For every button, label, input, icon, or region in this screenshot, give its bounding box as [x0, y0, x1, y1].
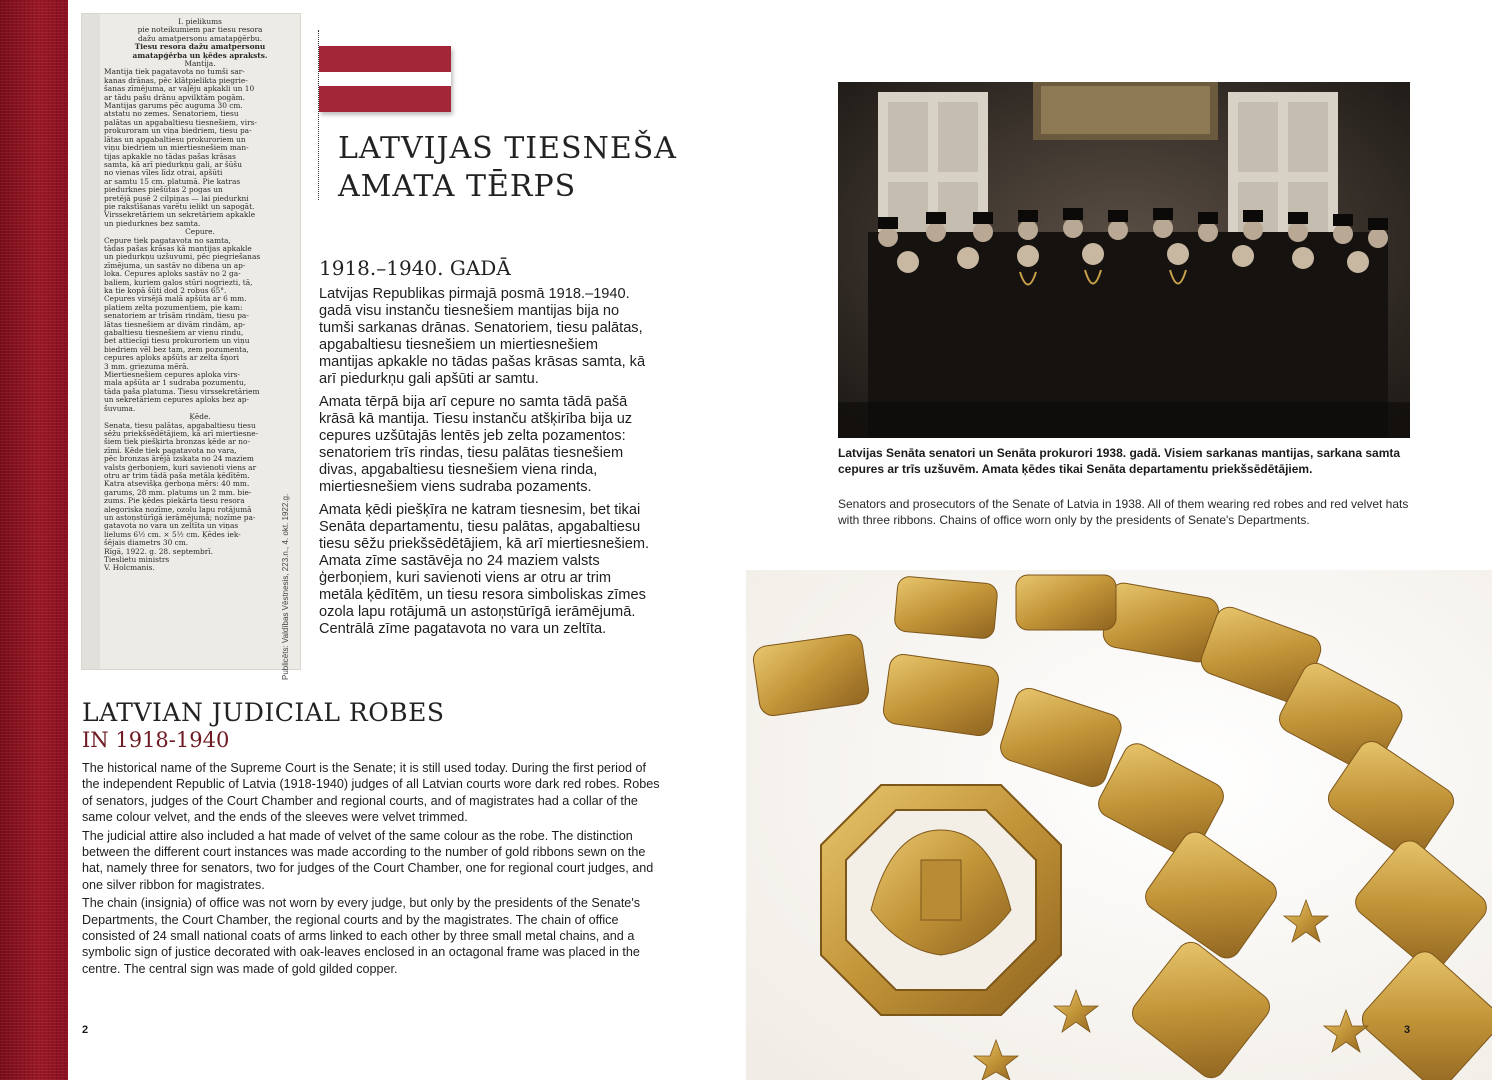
body-lv-paragraph: Latvijas Republikas pirmajā posmā 1918.–1940. gadā visu instanču tiesnešiem mantijas bija no tumši sarkanas drānas. Senatoriem, tiesu palātas, apgabaltiesu tiesnešiem un miertiesnešiem mantijas apkakle no tādas pašas krāsas samta, kā arī piedurkņu gali apšūti ar samtu.: [319, 286, 646, 387]
clipping-line: ar tādu pašu drānu apvilktām pogām.: [104, 92, 246, 102]
clipping-line: palātas un apgabaltiesu tiesnešiem, virs-: [104, 117, 257, 127]
subtitle-english: IN 1918-1940: [82, 728, 230, 752]
clipping-line: lātas un apgabaltiesu prokuroriem un: [104, 134, 246, 144]
clipping-line: baliem, kuriem galos stūri nogriezti, tā,: [104, 277, 253, 287]
clipping-line: platiem zelta pozumentiem, pie kam:: [104, 302, 243, 312]
clipping-line: kanas drānas, pēc klātpielikta piegrie-: [104, 75, 248, 85]
clipping-line: zīmējuma, un sastāv no dibena un ap-: [104, 260, 246, 270]
clipping-line: Cepures virsējā malā apšūta ar 6 mm.: [104, 294, 247, 304]
clipping-line: un astoņstūrīgā ierāmējumā; nozīme pa-: [104, 512, 256, 522]
clipping-line: Rīgā, 1922. g. 28. septembrī.: [104, 546, 214, 556]
body-lv-paragraph: Amata ķēdi piešķīra ne katram tiesnesim, bet tikai Senāta departamentu, tiesu palātas, apgabaltiesu tiesu sēžu priekšsēdētājiem, kā arī miertiesnešiem. Amata zīme sastāvēja no 24 maziem valsts ģerboņiem, kuri savienoti viens ar otru ar trim metāla ķēdītēm, un tiesu resora simboliskas zīmes ozola lapu rotājumā un astoņstūrīgā ierāmējumā. Centrālā zīme pagatavota no vara un zeltīta.: [319, 502, 650, 637]
clipping-line: zums. Pie ķēdes piekārta tiesu resora: [104, 496, 245, 506]
clipping-line: ka tie kopā šūti dod 2 robus 65°.: [104, 286, 227, 295]
clipping-line: amatapģērba un ķēdes apraksts.: [132, 50, 268, 60]
clipping-line: tijas apkakle no tādas pašas krāsas: [104, 151, 236, 161]
chain-of-office-illustration: [746, 570, 1492, 1080]
clipping-line: gabaltiesu tiesnešiem ar vienu rindu,: [104, 328, 244, 338]
clipping-line: Mantija tiek pagatavota no tumši sar-: [104, 67, 245, 77]
clipping-line: un piedurkņu uzšuvumi, pēc piegriešanas: [104, 252, 261, 262]
clipping-line: tāda paša platuma. Tiesu virssekretāriem: [104, 386, 260, 396]
body-en-paragraph: The judicial attire also included a hat made of velvet of the same colour as the robe. The distinction between the different court instances was made according to the number of gold ribbons sewn on the hat, namely three for senators, two for judges of the Court Chamber, one for regional court judges, and one silver ribbon for magistrates.: [82, 828, 654, 892]
clipping-line: zīmi. Ķēde tiek pagatavota no vara,: [104, 445, 237, 455]
clipping-line: pie noteikumiem par tiesu resora: [137, 25, 263, 35]
clipping-line: šuvuma.: [104, 403, 136, 413]
clipping-line: Mantijas garums pēc auguma 30 cm.: [104, 101, 243, 111]
clipping-line: otru ar trim tādā paša metāla ķēdītēm.: [104, 470, 250, 480]
clipping-line: Senata, tiesu palātas, apgabaltiesu tiesu: [104, 420, 256, 430]
clipping-line: I. pielikums: [178, 17, 222, 26]
clipping-line: biedriem vēl bez tam, zem pozumenta,: [104, 344, 249, 354]
clipping-line: pēc bronzas ārējā izskata no 24 maziem: [104, 454, 254, 464]
title-latvian: LATVIJAS TIESNEŠA AMATA TĒRPS: [338, 131, 677, 204]
clipping-margin: [82, 14, 100, 669]
clipping-line: un piedurknes bez samta.: [104, 218, 201, 228]
right-page: [746, 0, 1492, 1080]
clipping-line: Miertiesnešiem cepures aploka virs-: [104, 370, 240, 380]
clipping-line: gatavota no vara un zeltīta un viņas: [104, 521, 239, 531]
clipping-line: Mantija.: [184, 59, 216, 69]
clipping-line: šējais diametrs 30 cm.: [104, 538, 189, 548]
clipping-line: dažu amatpersonu amatapģērbu.: [137, 33, 263, 43]
clipping-line: bet attiecīgi tiesu prokuroriem un viņu: [104, 336, 250, 346]
body-en-paragraph: The historical name of the Supreme Court is the Senate; it is still used today. During the first period of the independent Republic of Latvia (1918-1940) judges of all Latvian courts wore dark red robes. Robes of senators, judges of the Court Chamber and regional courts, and of magistrates had a collar of the same colour velvet, and the ends of the sleeves were velvet trimmed.: [82, 761, 660, 825]
clipping-line: šiem tiek piešķirta bronzas ķēde ar no-: [104, 437, 251, 447]
clipping-line: Katra atsevišķa ģerboņa mērs: 40 mm.: [104, 479, 250, 489]
clipping-line: garums, 28 mm. platums un 2 mm. bie-: [104, 487, 252, 497]
clipping-line: cepures aploks apšūts ar zelta šņori: [104, 353, 239, 363]
senate-photo-illustration: [838, 82, 1410, 438]
newspaper-clipping: [82, 14, 300, 669]
clipping-line: samta, kā arī piedurkņu gali, ar šūšu: [104, 159, 242, 169]
clipping-line: pretējā pusē 2 cilpiņas — lai piedurkni: [104, 193, 249, 203]
clipping-line: 3 mm. griezuma mērā.: [104, 361, 189, 371]
clipping-line: atstatu no zemes. Senatoriem, tiesu: [104, 109, 239, 119]
clipping-line: alegoriska nozīme, ozolu lapu rotājumā: [104, 504, 252, 514]
clipping-line: sēžu priekšsēdētājiem, kā arī miertiesne-: [104, 428, 259, 438]
clipping-line: pie rakstīšanas varētu ielikt un sapogāt.: [104, 201, 255, 211]
body-en-paragraph: The chain (insignia) of office was not worn by every judge, but only by the presidents of the Senate's Departments, the Court Chamber, the regional courts and by the magistrates. The chain of office consisted of 24 small national coats of arms linked to each other by three small metal chains, and a symbolic sign of justice decorated with oak-leaves enclosed in an octagonal frame was placed in the centre. The central sign was made of gold gilded copper.: [82, 896, 641, 976]
chain-of-office-image: [746, 570, 1492, 1080]
clipping-line: lielums 6½ cm. × 5½ cm. Ķēdes iek-: [104, 529, 241, 539]
clipping-line: Tiesu resora dažu amatpersonu: [134, 42, 266, 52]
clipping-line: viņu biedriem un miertiesnešiem man-: [104, 143, 249, 153]
clipping-text: [104, 18, 296, 573]
senate-group-photo: [838, 82, 1410, 438]
clipping-line: lātas tiesnešiem ar divām rindām, ap-: [104, 319, 246, 329]
body-english: [82, 760, 660, 979]
clipping-line: senatoriem ar trīsām rindām, tiesu pa-: [104, 311, 249, 321]
clipping-line: valsts ģerboņiem, kuri savienoti viens ar: [104, 462, 257, 472]
clipping-line: Virssekretāriem un sekretāriem apkakle: [104, 210, 256, 220]
photo-caption-english: Senators and prosecutors of the Senate of Latvia in 1938. All of them wearing red robes and red velvet hats with three ribbons. Chains of office worn only by the presidents of Senate's Departments.: [838, 497, 1409, 527]
latvian-flag-icon: [319, 46, 451, 112]
clipping-line: piedurknes piešūtas 2 pogas un: [104, 185, 223, 195]
clipping-line: ar samtu 15 cm. platumā. Pie katras: [104, 176, 241, 186]
clipping-line: mala apšūta ar 1 sudraba pozumentu,: [104, 378, 247, 388]
left-page: I. pielikums pie noteikumiem par tiesu resora dažu amatpersonu amatapģērbu. Tiesu resora dažu amatpersonu amatapģērba un ķēdes apraksts. Mantija. Mantija tiek pagatavota no tumši sar- kanas drānas, pēc klātpielikta piegrie- šanas zīmējuma, ar vaļēju apkakli un 10 ar tādu pašu drānu apvilktām pogām. Mantijas garums pēc auguma 30 cm. atstatu no zemes. Senatoriem, tiesu palātas un apgabaltiesu tiesnešiem, virs- prokuroram un viņa biedriem, tiesu pa- lātas un apgabaltiesu prokuroriem un viņu biedriem un miertiesnešiem man- tijas apkakle no tādas pašas krāsas samta, kā arī piedurkņu gali, ar šūšu no vienas vīles līdz otrai, apšūti ar samtu 15 cm. platumā. Pie katras piedurknes piešūtas 2 pogas un pretējā pusē 2 cilpiņas — lai piedurkni pie rakstīšanas varētu ielikt un sapogāt. Virssekretāriem un sekretāriem apkakle un piedurknes bez samta. Cepure. Cepure tiek pagatavota no samta, tādas pašas krāsas kā mantijas apkakle un piedurkņu uzšuvumi, pēc piegriešanas zīmējuma, un sastāv no dibena un ap- loka. Cepures aploks sastāv no 2 ga- baliem, kuriem galos stūri nogriezti, tā, ka tie kopā šūti dod 2 robus 65°. Cepures virsējā malā apšūta ar 6 mm. platiem zelta pozumentiem, pie kam: senatoriem ar trīsām rindām, tiesu pa- lātas tiesnešiem ar divām rindām, ap- gabaltiesu tiesnešiem ar vienu rindu, bet attiecīgi tiesu prokuroriem un viņu biedriem vēl bez tam, zem pozumenta, cepures aploks apšūts ar zelta šņori 3 mm. griezuma mērā. Miertiesnešiem cepures aploka virs- mala apšūta ar 1 sudraba pozumentu, tāda paša platuma. Tiesu virssekretāriem un sekretāriem cepures aploks bez ap- šuvuma. Ķēde. Senata, tiesu palātas, apgabaltiesu tiesu sēžu priekšsēdētājiem, kā arī miertiesne- šiem tiek piešķirta bronzas ķēde ar no- zīmi. Ķēde tiek pagatavota no vara, pēc bronzas ārējā izskata no 24 maziem valsts ģerboņiem, kuri savienoti viens ar otru ar trim tādā paša metāla ķēdītēm. Katra atsevišķa ģerboņa mērs: 40 mm. garums, 28 mm. platums un 2 mm. bie- zums. Pie ķēdes piekārta tiesu resora alegoriska nozīme, ozolu lapu rotājumā un astoņstūrīgā ierāmējumā; nozīme pa- gatavota no vara un zeltīta un viņas lielums 6½ cm. × 5½ cm. Ķēdes iek- šējais diametrs 30 cm. Rīgā, 1922. g. 28. septembrī. Tieslietu ministrs V. Holcmanis. Publicēts: Valdības Vēstnesis, 223.n., 4. okt. 1922.g. LATVIJAS TIESNEŠA AMATA TĒRPS 1918.–1940. GADĀ Latvijas Republikas pirmajā posmā 1918.–1940. gadā visu instanču tiesnešiem mantijas bija no tumši sarkanas drānas. Senatoriem, tiesu palātas, apgabaltiesu tiesnešiem un miertiesnešiem mantijas apkakle no tādas pašas krāsas samta, kā arī piedurkņu gali apšūti ar samtu. Amata tērpā bija arī cepure no samta tādā pašā krāsā kā mantija. Tiesu instanču atšķirība bija uz cepures uzšūtajās lentēs jeb zelta pozamentos: senatoriem trīs rindas, tiesu palātas tiesnešiem divas, apgabaltiesu tiesnešiem viena rinda, miertiesnešiem viens sudraba pozaments. Amata ķēdi piešķīra ne katram tiesnesim, bet tikai Senāta departamentu, tiesu palātas, apgabaltiesu tiesu sēžu priekšsēdētājiem, kā arī miertiesnešiem. Amata zīme sastāvēja no 24 maziem valsts ģerboņiem, kuri savienoti viens ar otru ar trim metāla ķēdītēm, un tiesu resora simboliskas zīmes ozola lapu rotājumā un astoņstūrīgā ierāmējumā. Centrālā zīme pagatavota no vara un zeltīta. LATVIAN JUDICIAL ROBES IN 1918-1940 The historical name of the Supreme Court is the Senate; it is still used today. During the first period of the independent Republic of Latvia (1918-1940) judges of all Latvian courts wore dark red robes. Robes of senators, judges of the Court Chamber and regional courts, and of magistrates had a collar of the same colour velvet, and the ends of the sleeves were velvet trimmed. The judicial attire also included a hat made of velvet of the same colour as the robe. The distinction between the different court instances was made according to the number of gold ribbons sewn on the hat, namely three for senators, two for judges of the Court Chamber, one for regional court judges, and one silver ribbon for magistrates. The chain (insignia) of office was not worn by every judge, but only by the presidents of the Senate's Departments, the Court Chamber, the regional courts and by the magistrates. The chain of office consisted of 24 small national coats of arms linked to each other by three small metal chains, and a symbolic sign of justice decorated with oak-leaves enclosed in an octagonal frame was placed in the centre. The central sign was made of gold gilded copper. 2: [68, 0, 746, 1080]
book-spine: [0, 0, 68, 1080]
clipping-line: Ķēde.: [189, 412, 211, 422]
clipping-line: Tieslietu ministrs: [104, 555, 170, 564]
clipping-line: Cepure.: [185, 227, 215, 237]
page-number-left: 2: [82, 1024, 89, 1036]
period-heading: 1918.–1940. GADĀ: [319, 256, 511, 280]
clipping-line: Cepure tiek pagatavota no samta,: [104, 235, 231, 245]
body-latvian: [319, 286, 654, 644]
body-lv-paragraph: Amata tērpā bija arī cepure no samta tādā pašā krāsā kā mantija. Tiesu instanču atšķirība bija uz cepures uzšūtajās lentēs jeb zelta pozamentos: senatoriem trīs rindas, tiesu palātas tiesnešiem divas, apgabaltiesu tiesnešiem viena rinda, miertiesnešiem viens sudraba pozaments.: [319, 394, 633, 495]
clipping-line: un sekretāriem cepures aploks bez ap-: [104, 395, 250, 405]
clipping-line: loka. Cepures aploks sastāv no 2 ga-: [104, 269, 241, 279]
clipping-line: tādas pašas krāsas kā mantijas apkakle: [104, 243, 252, 253]
clipping-line: šanas zīmējuma, ar vaļēju apkakli un 10: [104, 84, 255, 94]
clipping-line: no vienas vīles līdz otrai, apšūti: [104, 168, 223, 178]
title-english: LATVIAN JUDICIAL ROBES: [82, 698, 445, 727]
photo-caption-latvian: Latvijas Senāta senatori un Senāta prokurori 1938. gadā. Visiem sarkanas mantijas, sarkana samta cepures ar trīs uzšuvēm. Amata ķēdes tikai Senāta departamentu priekšsēdētājiem.: [838, 446, 1401, 476]
clipping-line: V. Holcmanis.: [104, 563, 155, 573]
page-number-right: 3: [1404, 1024, 1411, 1036]
clipping-line: prokuroram un viņa biedriem, tiesu pa-: [104, 126, 252, 136]
